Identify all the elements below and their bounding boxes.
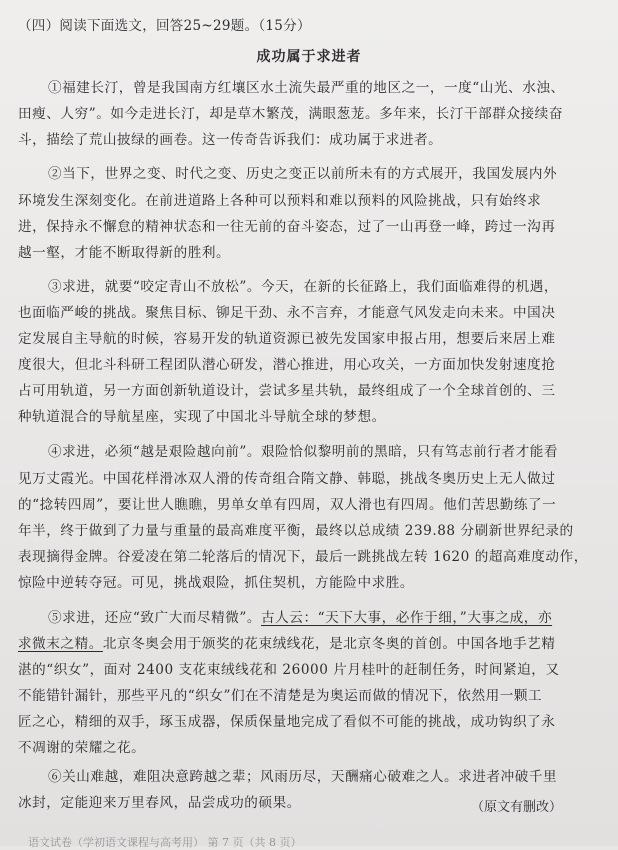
paragraph-2-line: 进，保持永不懈怠的精神状态和一往无前的奋斗姿态，过了一山再登一峰，跨过一沟再 <box>18 219 556 235</box>
paragraph-3-line: 定发展自主导航的时候，容易开发的轨道资源已被先发国家申报占用，想要后来居上难 <box>18 331 556 347</box>
paragraph-5-line: 匠之心，精细的双手，琢玉成器，保质保量地完成了看似不可能的挑战，成功钩织了永 <box>18 714 556 730</box>
paragraph-6-line: 冰封，定能迎来万里春风，品尝成功的硕果。 <box>18 795 301 811</box>
article-title: 成功属于求进者 <box>256 49 362 65</box>
paragraph-5-line: 不能错针漏针，那些平凡的“织女”们在不清楚是为奥运而做的情况下，依然用一颗工 <box>18 688 543 704</box>
paragraph-4-line: 惊险中逆转夺冠。可见，挑战艰险，抓住契机，方能险中求胜。 <box>18 575 415 591</box>
paragraph-1-line: 田瘦、人穷”。如今走进长汀，却是草木繁茂，满眼葱茏。多年来，长汀干部群众接续奋 <box>18 106 563 122</box>
underlined-quote: 古人云：“天下大事，必作于细，”大事之成，亦 <box>261 610 553 626</box>
paragraph-3-line: 也面临严峻的挑战。聚焦目标、铆足干劲、永不言弃，才能意气风发走向未来。中国决 <box>18 305 556 321</box>
underlined-quote: 求微末之精。 <box>18 636 103 652</box>
source-note: （原文有删改） <box>470 800 562 815</box>
paragraph-4-line: ④求进，必须“越是艰险越向前”。艰险恰似黎明前的黑暗，只有笃志前行者才能看 <box>48 444 559 460</box>
paragraph-4-line: 表现摘得金牌。谷爱凌在第二轮落后的情况下，最后一跳挑战左转 1620 的超高难度动作， <box>18 549 588 565</box>
paragraph-4-line: 见万丈霞光。中国花样滑冰双人滑的传奇组合隋文静、韩聪，挑战冬奥历史上无人做过 <box>18 471 556 487</box>
paragraph-5-line: 湛的“织女”，面对 2400 支花束绒线花和 26000 片月桂叶的赶制任务，时间紧迫，又 <box>18 662 560 678</box>
paragraph-3-line: 度很大，但北斗科研工程团队潜心研发，潜心推进，用心攻关，一方面加快发射速度抢 <box>18 357 556 373</box>
section-header: （四）阅读下面选文，回答25~29题。（15分） <box>18 18 311 34</box>
paragraph-5-line: 不凋谢的荣耀之花。 <box>18 740 146 756</box>
paragraph-2-line: 越一壑，才能不断取得新的胜利。 <box>18 245 231 261</box>
paragraph-4-line: 年半，终于做到了力量与重量的最高难度平衡，最终以总成绩 239.88 分刷新世界纪录的 <box>18 523 574 539</box>
paragraph-1-line: 斗，描绘了荒山披绿的画卷。这一传奇告诉我们：成功属于求进者。 <box>18 132 443 148</box>
page-footer: 语文试卷（学初语文课程与高考用） 第 7 页（共 8 页） <box>28 836 302 849</box>
paragraph-5-text: ⑤求进，还应“致广大而尽精微”。 <box>48 610 262 626</box>
paragraph-3-line: 占可用轨道，另一方面创新轨道设计，尝试多星共轨，最终组成了一个全球首创的、三 <box>18 383 556 399</box>
paragraph-5-text: 北京冬奥会用于颁奖的花束绒线花，是北京冬奥的首创。中国各地手艺精 <box>102 636 556 652</box>
paragraph-6-line: ⑥关山难越，难阻决意跨越之辈；风雨历尽，天酬痛心破难之人。求进者冲破千里 <box>48 769 558 785</box>
paragraph-5-line <box>48 606 603 626</box>
paragraph-5-line <box>18 632 603 652</box>
paragraph-2-line: 环境发生深刻变化。在前进道路上各种可以预料和难以预料的风险挑战，只有始终求 <box>18 193 542 209</box>
paragraph-3-line: 种轨道混合的导航星座，实现了中国北斗导航全球的梦想。 <box>18 409 386 425</box>
paragraph-3-line: ③求进，就要“咬定青山不放松”。今天，在新的长征路上，我们面临难得的机遇， <box>48 279 559 295</box>
paragraph-1-line: ①福建长汀，曾是我国南方红壤区水土流失最严重的地区之一，一度“山光、水浊、 <box>48 80 565 96</box>
paragraph-2-line: ②当下，世界之变、时代之变、历史之变正以前所未有的方式展开，我国发展内外 <box>48 166 558 182</box>
paragraph-4-line: 的“捻转四周”，要让世人瞧瞧，男单女单有四周，双人滑也有四周。他们苦思勤练了一 <box>18 497 557 513</box>
